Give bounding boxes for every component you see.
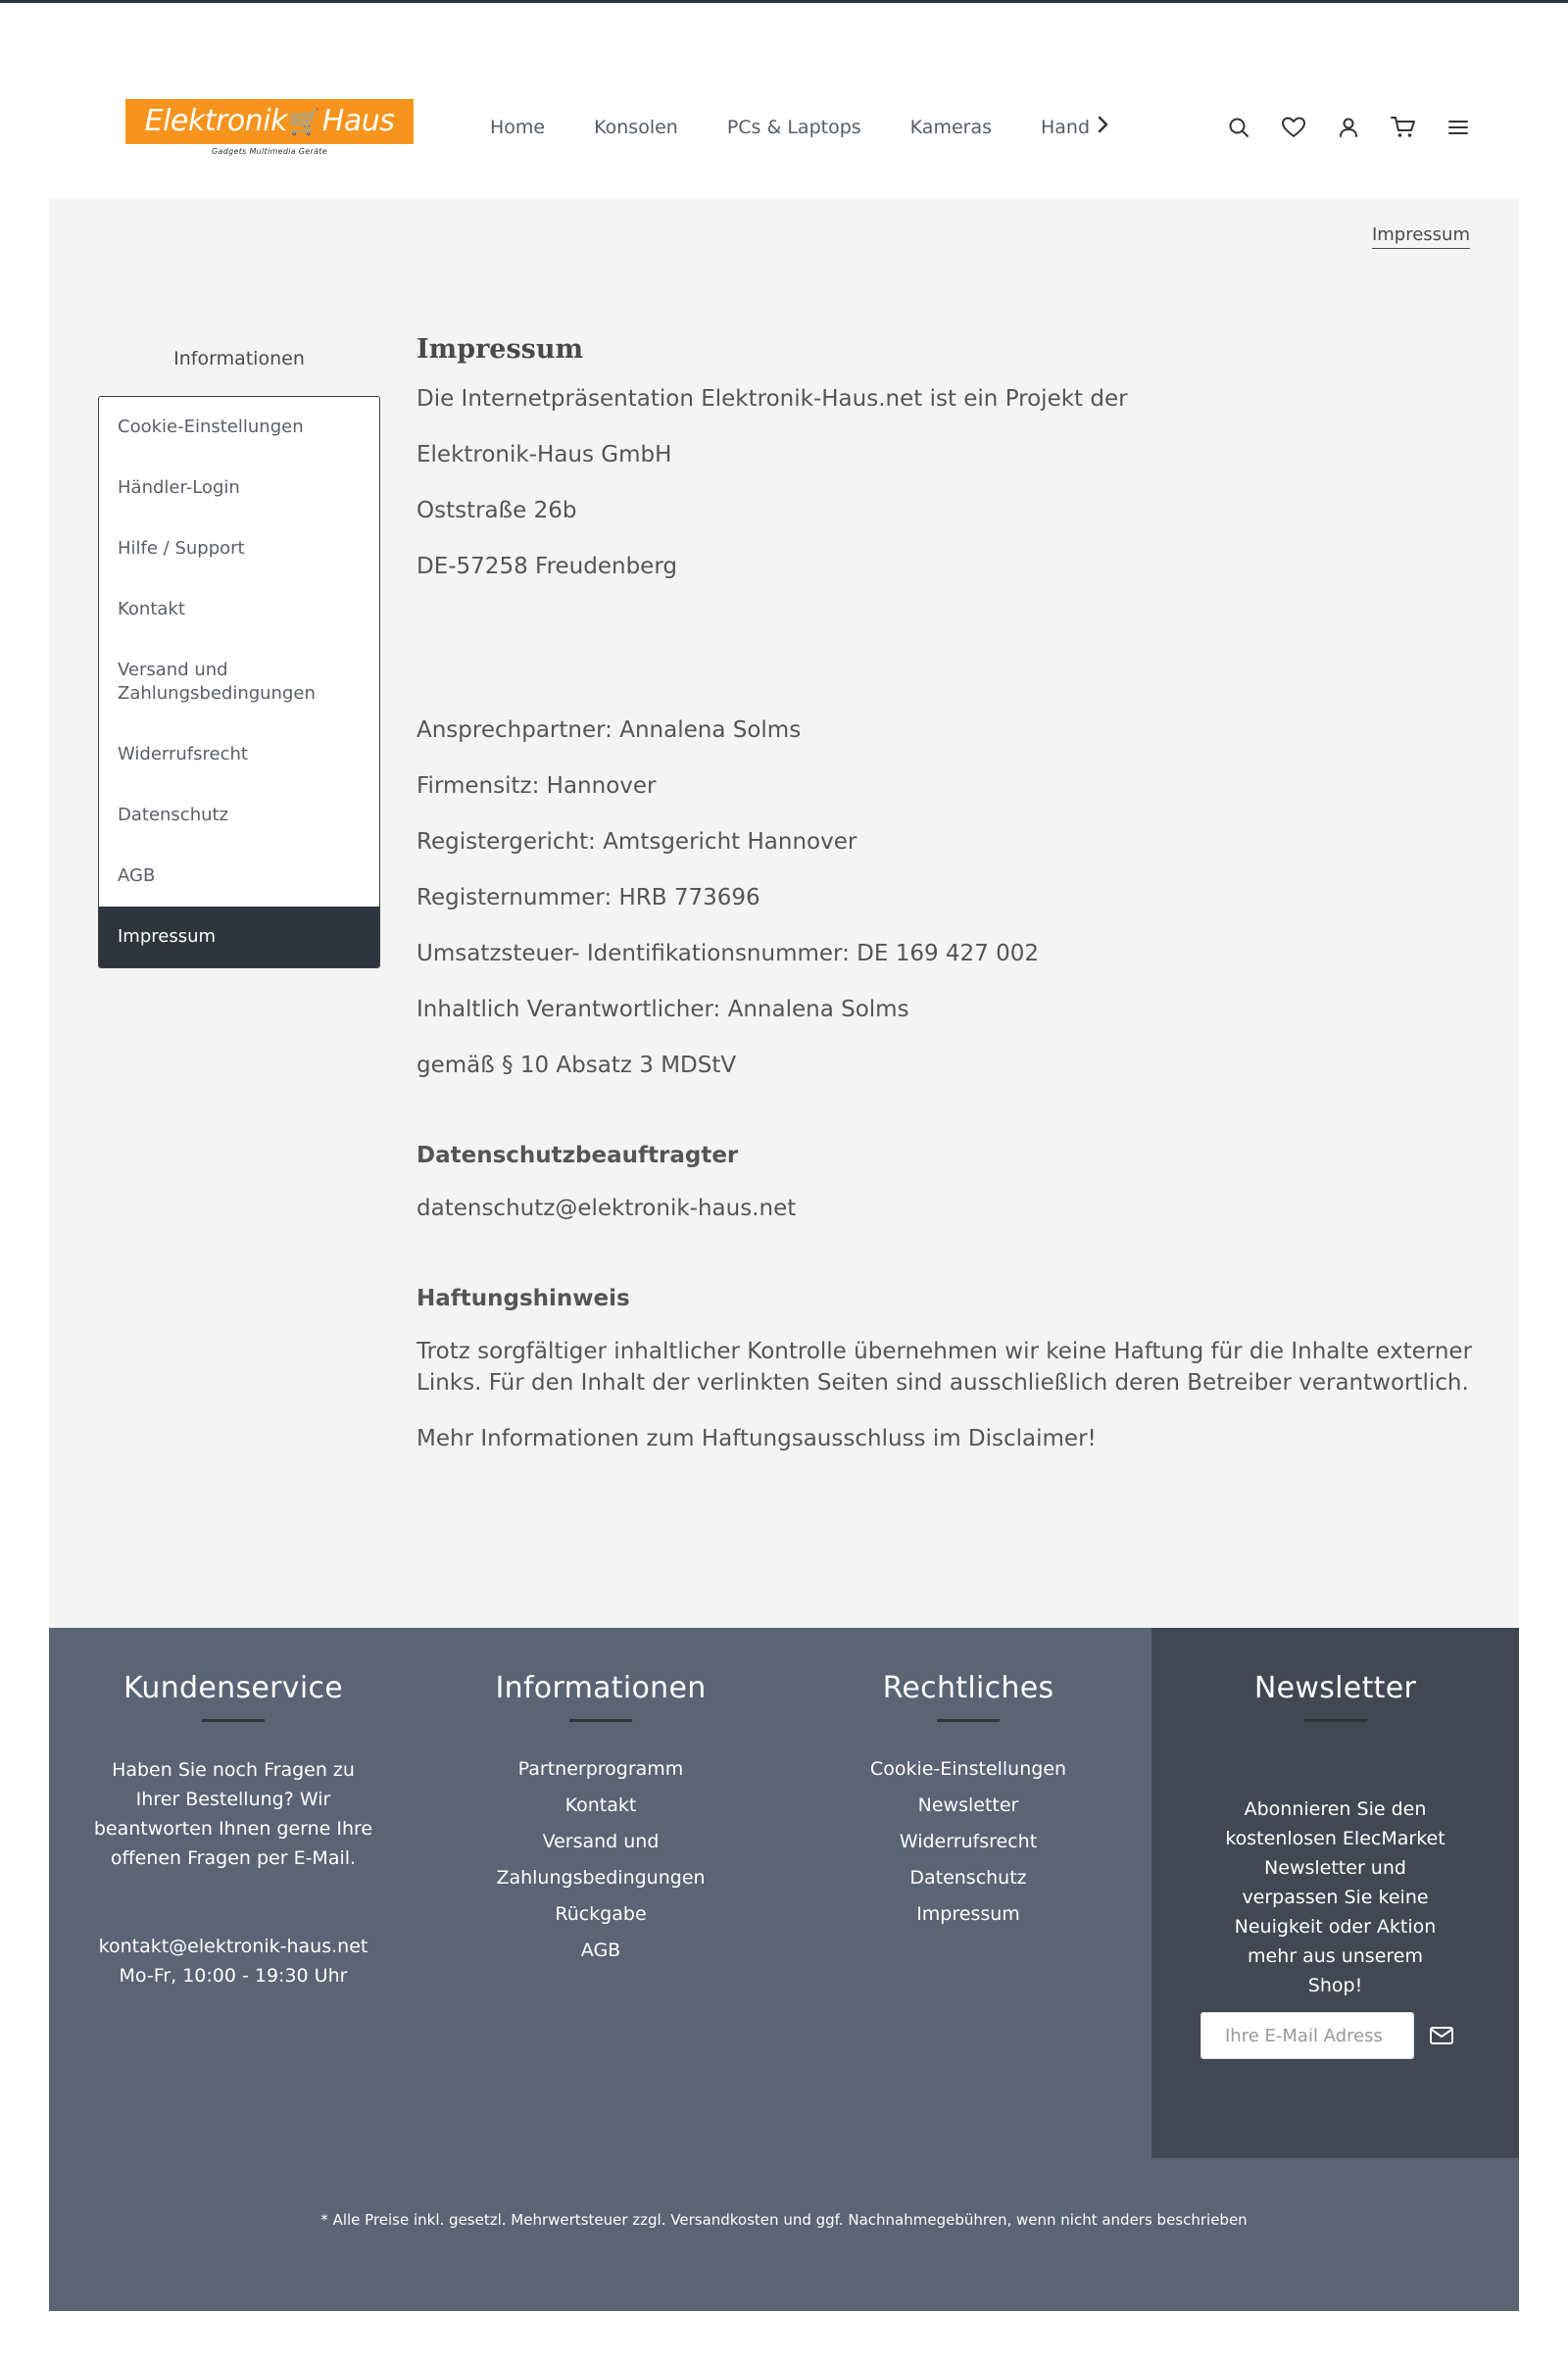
- sidebar-item-datenschutz[interactable]: Datenschutz: [118, 805, 229, 825]
- sidebar-item-impressum[interactable]: Impressum: [99, 907, 379, 967]
- newsletter-email-input[interactable]: [1200, 2012, 1414, 2059]
- mail-icon: [1429, 2026, 1454, 2045]
- footer-link-partnerprogramm[interactable]: Partnerprogramm: [517, 1758, 684, 1780]
- heading-underline: [1304, 1719, 1367, 1722]
- company-seat: Firmensitz: Hannover: [416, 773, 657, 799]
- nav-next-arrow-icon[interactable]: [1096, 115, 1109, 140]
- footer-service-hours: Mo-Fr, 10:00 - 19:30 Uhr: [119, 1965, 348, 1987]
- impressum-content: [416, 334, 1494, 1479]
- sidebar-menu: [98, 396, 380, 968]
- heading-underline: [569, 1719, 632, 1722]
- sidebar-title: Informationen: [173, 348, 305, 369]
- sidebar-item-kontakt[interactable]: Kontakt: [118, 599, 185, 619]
- nav-hand[interactable]: Hand: [1041, 117, 1091, 138]
- site-footer: [49, 1628, 1519, 2311]
- footer-newsletter-heading: Newsletter: [1253, 1671, 1417, 1705]
- disclaimer-text: Mehr Informationen zum Haftungsausschluss im Disclaimer!: [416, 1426, 1097, 1451]
- footer-price-note: * Alle Preise inkl. gesetzl. Mehrwertsteuer zzgl. Versandkosten und ggf. Nachnahmegebühren, wenn nicht anders beschrieben: [320, 2211, 1248, 2229]
- logo-tagline: Gadgets Multimedia Geräte: [212, 147, 327, 156]
- footer-customer-service: [49, 1628, 417, 1990]
- logo-text-left: Elektronik: [144, 104, 287, 138]
- responsible-person: Inhaltlich Verantwortlicher: Annalena Solms: [416, 997, 909, 1022]
- heading-underline: [937, 1719, 1000, 1722]
- privacy-officer-heading: Datenschutzbeauftragter: [416, 1143, 739, 1168]
- heart-icon[interactable]: [1266, 111, 1321, 144]
- sidebar-item-agb[interactable]: AGB: [118, 865, 156, 886]
- newsletter-text: Abonnieren Sie den kostenlosen ElecMarket Newsletter und verpassen Sie keine Neuigkeit oder Aktion mehr aus unserem Shop!: [1225, 1798, 1446, 1996]
- nav-kameras[interactable]: Kameras: [909, 117, 992, 138]
- page-title: Impressum: [416, 334, 584, 365]
- footer-link-cookie-einstellungen[interactable]: Cookie-Einstellungen: [869, 1758, 1067, 1780]
- newsletter-form: [1200, 2012, 1469, 2059]
- spacer: [416, 1249, 1494, 1286]
- footer-link-rueckgabe[interactable]: Rückgabe: [555, 1903, 647, 1925]
- footer-link-widerrufsrecht[interactable]: Widerrufsrecht: [899, 1831, 1038, 1852]
- site-header: [0, 3, 1568, 199]
- privacy-email[interactable]: datenschutz@elektronik-haus.net: [416, 1196, 797, 1221]
- footer-link-datenschutz[interactable]: Datenschutz: [909, 1867, 1027, 1889]
- content-area: [49, 199, 1519, 1628]
- footer-legal-heading: Rechtliches: [882, 1671, 1054, 1705]
- footer-service-heading: Kundenservice: [122, 1671, 344, 1705]
- spacer: [416, 1106, 1494, 1143]
- intro-text: Die Internetpräsentation Elektronik-Haus.net ist ein Projekt der: [416, 386, 1128, 412]
- company-name: Elektronik-Haus GmbH: [416, 442, 672, 467]
- search-icon[interactable]: [1211, 111, 1266, 144]
- liability-text: Trotz sorgfältiger inhaltlicher Kontrolle übernehmen wir keine Haftung für die Inhalte externer Links. Für den Inhalt der verlinkten Seiten sind ausschließlich deren Betreiber verantwortlich.: [416, 1339, 1473, 1396]
- footer-info-heading: Informationen: [495, 1671, 707, 1705]
- user-icon[interactable]: [1321, 111, 1376, 144]
- nav-home[interactable]: Home: [490, 117, 546, 138]
- sidebar-item-hilfe-support[interactable]: Hilfe / Support: [118, 538, 245, 559]
- footer-service-text: Haben Sie noch Fragen zu Ihrer Bestellung? Wir beantworten Ihnen gerne Ihre offenen Fragen per E-Mail.: [93, 1759, 373, 1869]
- nav-konsolen[interactable]: Konsolen: [594, 117, 678, 138]
- main-nav: [490, 113, 1109, 142]
- logo-text-right: Haus: [321, 104, 395, 138]
- spacer: [416, 607, 1494, 714]
- site-logo[interactable]: [125, 99, 414, 164]
- footer-link-versand[interactable]: Versand und: [542, 1831, 660, 1852]
- newsletter-submit-button[interactable]: [1414, 2012, 1469, 2059]
- sidebar-item-haendler-login[interactable]: Händler-Login: [118, 477, 240, 498]
- sidebar-item-versand[interactable]: Versand und Zahlungsbedingungen: [118, 660, 316, 704]
- register-court: Registergericht: Amtsgericht Hannover: [416, 829, 858, 855]
- sidebar-item-widerrufsrecht[interactable]: Widerrufsrecht: [118, 744, 248, 764]
- footer-information: [416, 1628, 785, 1969]
- nav-pcs-laptops[interactable]: PCs & Laptops: [726, 117, 861, 138]
- logo-wordmark: [125, 99, 414, 144]
- cart-icon[interactable]: [1376, 111, 1431, 144]
- vat-id: Umsatzsteuer- Identifikationsnummer: DE 169 427 002: [416, 941, 1040, 966]
- sidebar-item-cookie-einstellungen[interactable]: Cookie-Einstellungen: [118, 417, 304, 437]
- liability-heading: Haftungshinweis: [416, 1286, 630, 1311]
- contact-person: Ansprechpartner: Annalena Solms: [416, 717, 802, 743]
- footer-link-zahlungsbedingungen[interactable]: Zahlungsbedingungen: [496, 1867, 706, 1889]
- footer-service-email[interactable]: kontakt@elektronik-haus.net: [98, 1936, 368, 1957]
- register-number: Registernummer: HRB 773696: [416, 885, 760, 910]
- heading-underline: [202, 1719, 265, 1722]
- paragraph-reference: gemäß § 10 Absatz 3 MDStV: [416, 1053, 737, 1078]
- footer-link-agb[interactable]: AGB: [580, 1940, 621, 1961]
- breadcrumb[interactable]: Impressum: [1372, 224, 1470, 249]
- logo-cart-icon: 🛒: [288, 108, 320, 137]
- footer-link-newsletter[interactable]: Newsletter: [917, 1794, 1019, 1816]
- footer-link-kontakt[interactable]: Kontakt: [564, 1794, 637, 1816]
- footer-newsletter: [1152, 1628, 1519, 2158]
- footer-link-impressum[interactable]: Impressum: [916, 1903, 1020, 1925]
- header-icons: [1211, 111, 1486, 144]
- menu-icon[interactable]: [1431, 111, 1486, 144]
- footer-legal: [784, 1628, 1152, 1933]
- street-address: Oststraße 26b: [416, 498, 577, 523]
- city-address: DE-57258 Freudenberg: [416, 554, 677, 579]
